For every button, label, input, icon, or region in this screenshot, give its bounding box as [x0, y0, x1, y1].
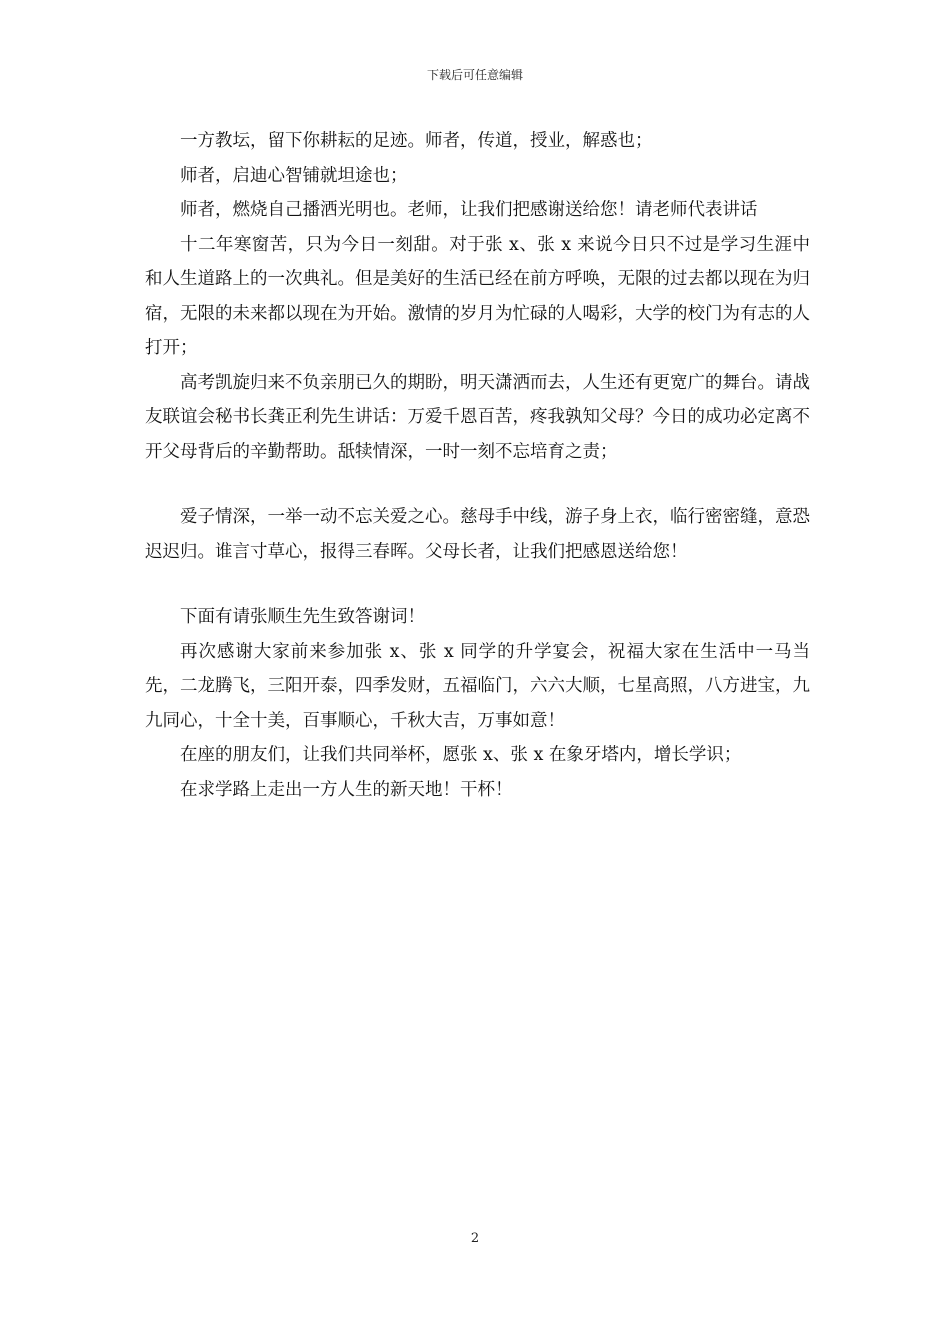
paragraph-spacer [145, 569, 810, 600]
paragraph: 在座的朋友们，让我们共同举杯，愿张 x、张 x 在象牙塔内，增长学识； [180, 745, 742, 765]
page-header: 下载后可任意编辑 [426, 68, 523, 82]
paragraph: 一方教坛，留下你耕耘的足迹。师者，传道，授业，解惑也； [180, 131, 653, 151]
page-number: 2 [470, 1231, 480, 1246]
paragraph: 十二年寒窗苦，只为今日一刻甜。对于张 x、张 x 来说今日只不过是学习生涯中和人生道路上的一次典礼。但是美好的生活已经在前方呼唤，无限的过去都以现在为归宿，无限的未来都以现在为开始。激情的岁月为忙碌的人喝彩，大学的校门为有志的人打开； [145, 234, 810, 358]
paragraph: 再次感谢大家前来参加张 x、张 x 同学的升学宴会，祝福大家在生活中一马当先，二龙腾飞，三阳开泰，四季发财，五福临门，六六大顺，七星高照，八方进宝，九九同心，十全十美，百事顺心，千秋大吉，万事如意！ [145, 641, 810, 731]
paragraph: 下面有请张顺生先生致答谢词！ [180, 607, 425, 627]
document-body [145, 124, 810, 807]
paragraph: 师者，燃烧自己播洒光明也。老师，让我们把感谢送给您！请老师代表讲话 [180, 200, 758, 220]
paragraph: 高考凯旋归来不负亲朋已久的期盼，明天潇洒而去，人生还有更宽广的舞台。请战友联谊会秘书长龚正利先生讲话：万爱千恩百苦，疼我孰知父母？今日的成功必定离不开父母背后的辛勤帮助。舐犊情深，一时一刻不忘培育之责； [145, 372, 810, 462]
paragraph-spacer [145, 469, 810, 500]
paragraph: 在求学路上走出一方人生的新天地！干杯！ [180, 779, 513, 800]
paragraph: 师者，启迪心智铺就坦途也； [180, 165, 408, 186]
paragraph: 爱子情深，一举一动不忘关爱之心。慈母手中线，游子身上衣，临行密密缝，意恐迟迟归。谁言寸草心，报得三春晖。父母长者，让我们把感恩送给您！ [145, 507, 810, 562]
